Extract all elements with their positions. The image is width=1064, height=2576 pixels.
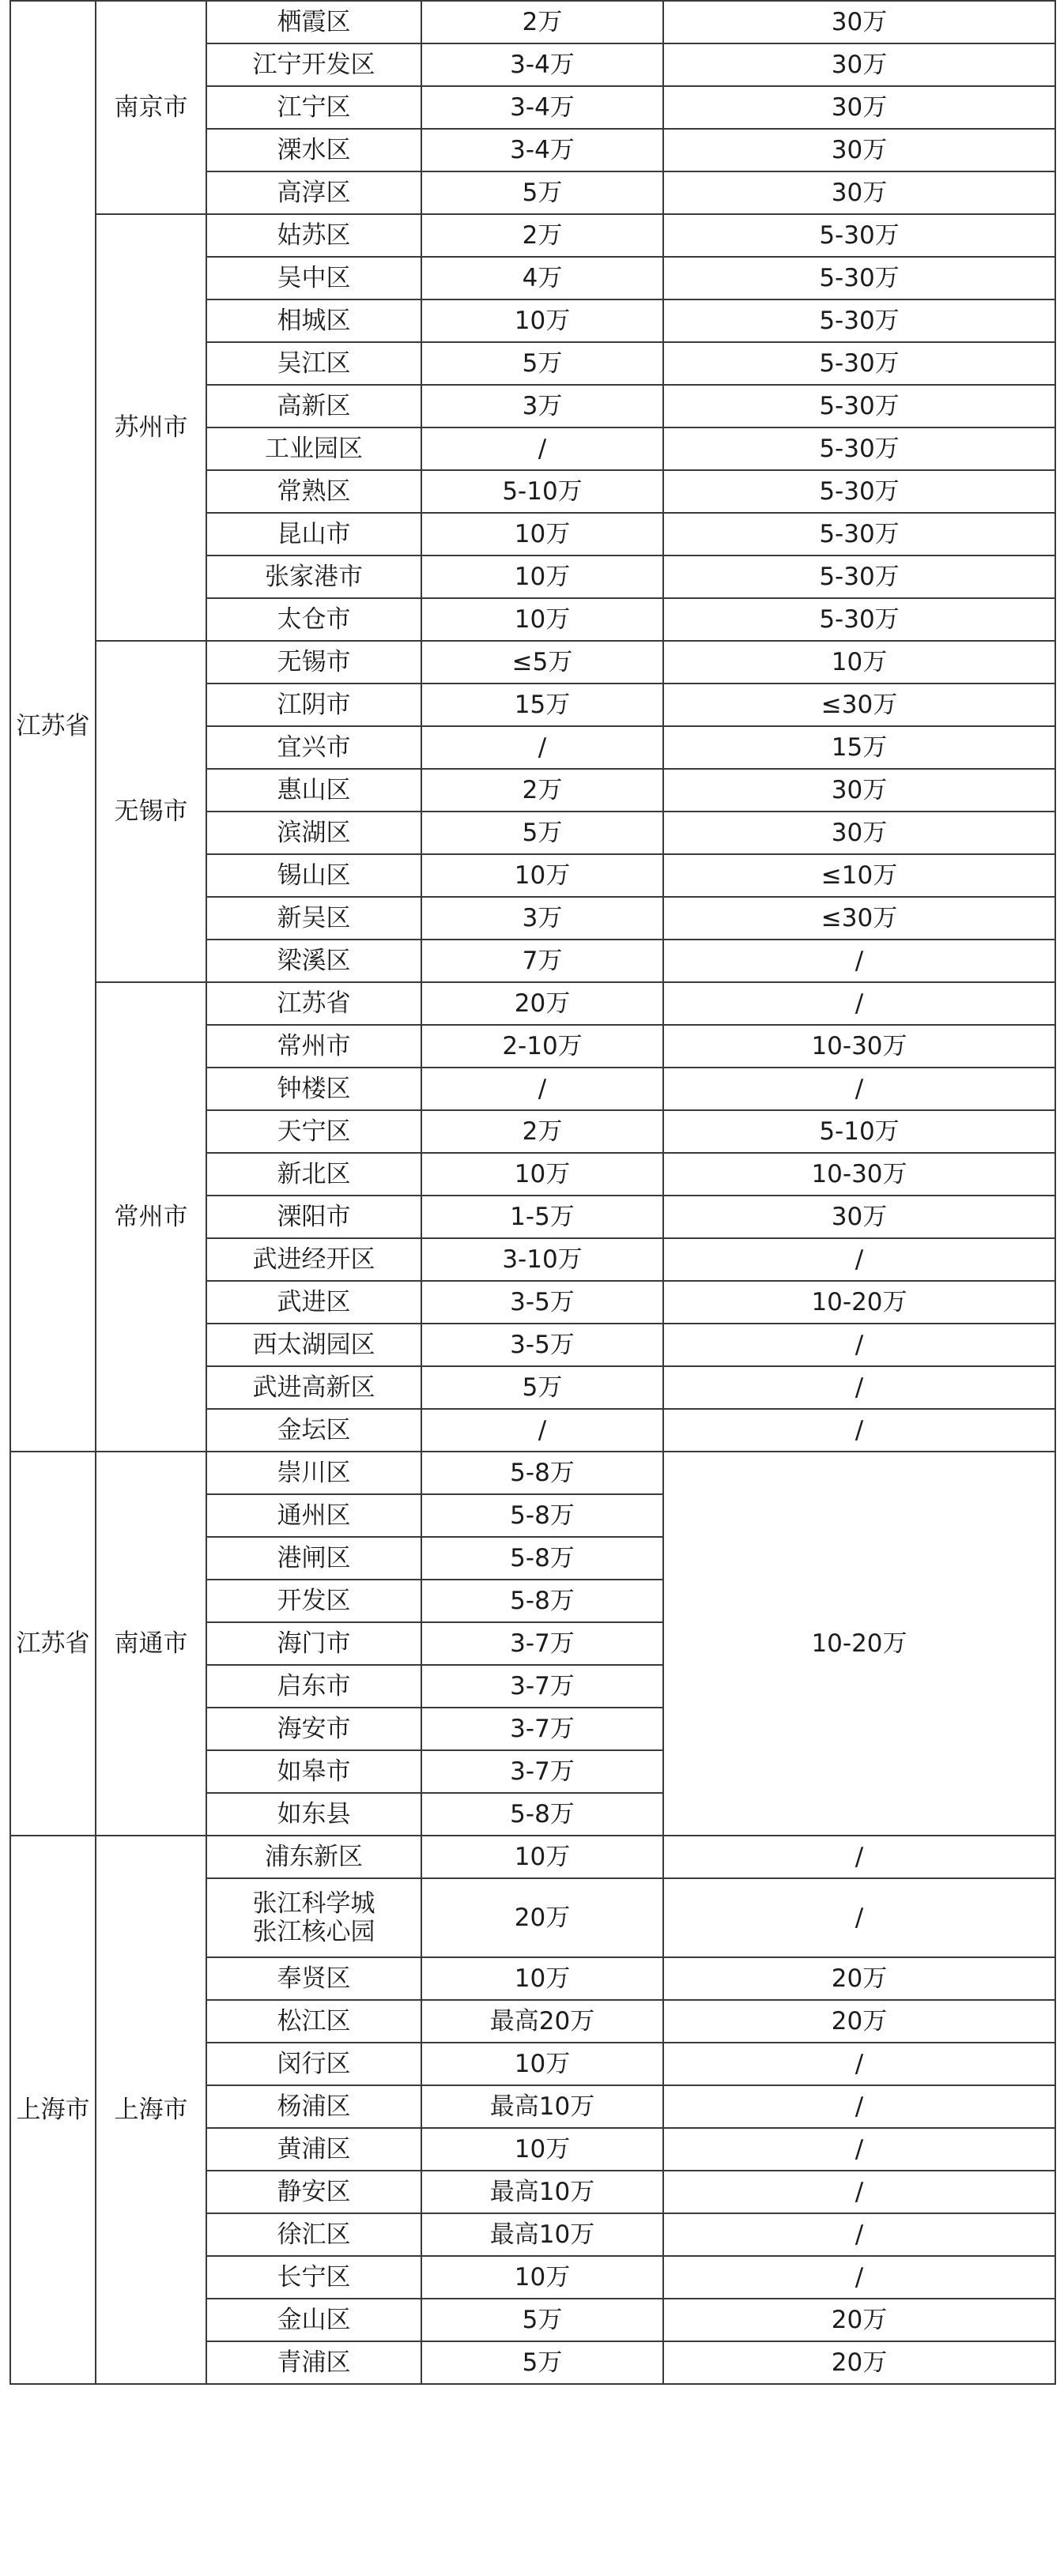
subsidy-value-1-cell: 最高10万 [421,2085,663,2128]
subsidy-value-1-cell: 5万 [421,2341,663,2384]
district-cell: 长宁区 [206,2256,421,2299]
district-cell: 惠山区 [206,769,421,812]
subsidy-value-2-cell: / [663,982,1055,1025]
subsidy-value-2-cell: 20万 [663,2299,1055,2341]
district-cell: 吴江区 [206,342,421,385]
district-cell: 港闸区 [206,1537,421,1580]
subsidy-value-1-cell: 10万 [421,2043,663,2085]
subsidy-value-1-cell: 7万 [421,940,663,982]
subsidy-value-2-cell: 5-30万 [663,555,1055,598]
district-cell: 江宁开发区 [206,43,421,86]
table-row [10,1452,1055,1494]
subsidy-value-1-cell: 5万 [421,2299,663,2341]
subsidy-value-1-cell: 3-7万 [421,1665,663,1708]
subsidy-value-1-cell: 20万 [421,1878,663,1957]
district-cell: 闵行区 [206,2043,421,2085]
district-cell: 如皋市 [206,1750,421,1793]
district-cell: 姑苏区 [206,214,421,257]
subsidy-value-2-cell: 5-30万 [663,214,1055,257]
district-cell: 高新区 [206,385,421,427]
district-cell: 天宁区 [206,1110,421,1153]
district-cell: 高淳区 [206,171,421,214]
district-cell: 浦东新区 [206,1836,421,1878]
subsidy-value-2-cell: 10万 [663,641,1055,684]
subsidy-value-1-cell: 10万 [421,1957,663,2000]
subsidy-value-1-cell: 2万 [421,214,663,257]
subsidy-value-1-cell: 5万 [421,171,663,214]
subsidy-value-1-cell: 5-8万 [421,1452,663,1494]
subsidy-value-2-cell: 20万 [663,2341,1055,2384]
subsidy-value-1-cell: 10万 [421,1836,663,1878]
district-cell: 常熟区 [206,470,421,513]
subsidy-value-1-cell: 5-8万 [421,1494,663,1537]
subsidy-value-1-cell: 3-5万 [421,1324,663,1366]
district-cell: 栖霞区 [206,1,421,43]
subsidy-value-1-cell: / [421,1409,663,1452]
district-cell: 工业园区 [206,427,421,470]
subsidy-value-2-cell: / [663,2085,1055,2128]
district-line-2: 张江核心园 [252,1918,375,1946]
province-cell: 上海市 [10,1836,96,2384]
city-cell: 常州市 [96,982,206,1452]
subsidy-value-2-cell: 30万 [663,1196,1055,1238]
subsidy-value-1-cell: 3万 [421,897,663,940]
district-cell: 张家港市 [206,555,421,598]
subsidy-value-1-cell: ≤5万 [421,641,663,684]
subsidy-value-1-cell: 1-5万 [421,1196,663,1238]
district-cell: 海门市 [206,1622,421,1665]
city-cell: 南通市 [96,1452,206,1836]
subsidy-value-1-cell: 10万 [421,2256,663,2299]
subsidy-value-1-cell: 2万 [421,1110,663,1153]
subsidy-value-1-cell: 10万 [421,555,663,598]
subsidy-value-1-cell: / [421,726,663,769]
subsidy-value-2-cell: 30万 [663,812,1055,854]
district-cell: 江阴市 [206,684,421,726]
subsidy-value-2-cell: 5-30万 [663,470,1055,513]
subsidy-value-1-cell: 10万 [421,2128,663,2171]
subsidy-value-1-cell: 5万 [421,1366,663,1409]
district-cell: 武进高新区 [206,1366,421,1409]
subsidy-value-1-cell: 3-7万 [421,1708,663,1750]
subsidy-value-2-cell: / [663,1409,1055,1452]
subsidy-value-2-cell: / [663,2256,1055,2299]
table-row [10,1836,1055,1878]
subsidy-value-2-cell: / [663,1878,1055,1957]
subsidy-value-1-cell: / [421,1068,663,1110]
subsidy-value-2-cell: 30万 [663,1,1055,43]
subsidy-value-2-merged-cell: 10-20万 [663,1452,1055,1836]
district-cell: 太仓市 [206,598,421,641]
subsidy-value-2-cell: 5-30万 [663,299,1055,342]
city-cell: 苏州市 [96,214,206,641]
district-cell: 常州市 [206,1025,421,1068]
subsidy-value-2-cell: / [663,1366,1055,1409]
province-cell: 江苏省 [10,1,96,1452]
province-cell: 江苏省 [10,1452,96,1836]
subsidy-value-1-cell: 10万 [421,1153,663,1196]
subsidy-value-1-cell: / [421,427,663,470]
subsidy-value-2-cell: / [663,940,1055,982]
district-cell: 松江区 [206,2000,421,2043]
subsidy-value-1-cell: 3-5万 [421,1281,663,1324]
district-cell: 吴中区 [206,257,421,299]
subsidy-value-1-cell: 最高20万 [421,2000,663,2043]
district-cell: 梁溪区 [206,940,421,982]
subsidy-value-2-cell: 10-30万 [663,1025,1055,1068]
subsidy-value-2-cell: 10-30万 [663,1153,1055,1196]
subsidy-value-2-cell: 5-30万 [663,598,1055,641]
table-row [10,982,1055,1025]
district-cell: 徐汇区 [206,2213,421,2256]
district-cell: 黄浦区 [206,2128,421,2171]
district-cell: 青浦区 [206,2341,421,2384]
district-cell: 昆山市 [206,513,421,555]
subsidy-value-1-cell: 10万 [421,598,663,641]
subsidy-value-2-cell: 10-20万 [663,1281,1055,1324]
district-cell: 武进经开区 [206,1238,421,1281]
district-cell: 海安市 [206,1708,421,1750]
district-cell: 杨浦区 [206,2085,421,2128]
district-cell: 金山区 [206,2299,421,2341]
subsidy-value-1-cell: 10万 [421,299,663,342]
subsidy-value-1-cell: 3-7万 [421,1750,663,1793]
subsidy-value-1-cell: 5-10万 [421,470,663,513]
subsidy-value-1-cell: 3-4万 [421,129,663,171]
subsidy-value-2-cell: 5-30万 [663,257,1055,299]
subsidy-value-1-cell: 5万 [421,342,663,385]
subsidy-value-2-cell: ≤30万 [663,897,1055,940]
subsidy-value-1-cell: 2-10万 [421,1025,663,1068]
district-cell: 溧阳市 [206,1196,421,1238]
subsidy-value-2-cell: / [663,2213,1055,2256]
subsidy-value-1-cell: 3-7万 [421,1622,663,1665]
subsidy-value-1-cell: 10万 [421,854,663,897]
city-cell: 无锡市 [96,641,206,982]
subsidy-value-1-cell: 2万 [421,1,663,43]
district-cell: 新吴区 [206,897,421,940]
subsidy-value-1-cell: 5-8万 [421,1537,663,1580]
district-cell: 崇川区 [206,1452,421,1494]
subsidy-value-2-cell: / [663,1324,1055,1366]
subsidy-table [9,0,1056,2385]
subsidy-value-1-cell: 2万 [421,769,663,812]
district-cell: 江宁区 [206,86,421,129]
subsidy-value-2-cell: 5-30万 [663,427,1055,470]
district-cell: 新北区 [206,1153,421,1196]
district-cell: 无锡市 [206,641,421,684]
subsidy-value-2-cell: 5-30万 [663,513,1055,555]
subsidy-value-1-cell: 最高10万 [421,2171,663,2213]
subsidy-value-2-cell: / [663,1068,1055,1110]
district-cell: 滨湖区 [206,812,421,854]
subsidy-value-2-cell: / [663,1238,1055,1281]
subsidy-value-2-cell: ≤30万 [663,684,1055,726]
subsidy-value-2-cell: 20万 [663,1957,1055,2000]
table-row [10,214,1055,257]
subsidy-value-2-cell: 30万 [663,129,1055,171]
district-cell: 静安区 [206,2171,421,2213]
subsidy-value-2-cell: / [663,2171,1055,2213]
district-cell [206,1878,421,1957]
subsidy-value-2-cell: 30万 [663,769,1055,812]
subsidy-value-1-cell: 5万 [421,812,663,854]
district-cell: 武进区 [206,1281,421,1324]
district-cell: 锡山区 [206,854,421,897]
subsidy-value-2-cell: / [663,2043,1055,2085]
subsidy-value-1-cell: 3万 [421,385,663,427]
subsidy-value-1-cell: 5-8万 [421,1580,663,1622]
subsidy-value-2-cell: 5-30万 [663,385,1055,427]
district-cell: 启东市 [206,1665,421,1708]
subsidy-value-2-cell: 15万 [663,726,1055,769]
district-cell: 宜兴市 [206,726,421,769]
subsidy-value-1-cell: 10万 [421,513,663,555]
district-cell: 通州区 [206,1494,421,1537]
subsidy-value-2-cell: 30万 [663,171,1055,214]
table-row [10,1,1055,43]
table-row [10,641,1055,684]
district-cell: 溧水区 [206,129,421,171]
subsidy-value-2-cell: / [663,1836,1055,1878]
subsidy-value-2-cell: / [663,2128,1055,2171]
subsidy-value-1-cell: 最高10万 [421,2213,663,2256]
subsidy-value-1-cell: 3-4万 [421,86,663,129]
subsidy-value-1-cell: 20万 [421,982,663,1025]
subsidy-table-body [10,1,1055,2384]
district-cell: 奉贤区 [206,1957,421,2000]
district-line-1: 张江科学城 [252,1889,375,1918]
subsidy-value-1-cell: 3-4万 [421,43,663,86]
city-cell: 南京市 [96,1,206,214]
city-cell: 上海市 [96,1836,206,2384]
subsidy-value-2-cell: 20万 [663,2000,1055,2043]
subsidy-value-2-cell: 5-10万 [663,1110,1055,1153]
district-cell: 西太湖园区 [206,1324,421,1366]
district-cell: 相城区 [206,299,421,342]
subsidy-value-1-cell: 15万 [421,684,663,726]
district-cell: 金坛区 [206,1409,421,1452]
subsidy-value-1-cell: 4万 [421,257,663,299]
subsidy-value-2-cell: 30万 [663,43,1055,86]
subsidy-value-1-cell: 3-10万 [421,1238,663,1281]
subsidy-value-1-cell: 5-8万 [421,1793,663,1836]
district-cell: 江苏省 [206,982,421,1025]
subsidy-value-2-cell: 5-30万 [663,342,1055,385]
district-cell: 开发区 [206,1580,421,1622]
district-cell: 钟楼区 [206,1068,421,1110]
district-cell: 如东县 [206,1793,421,1836]
subsidy-value-2-cell: 30万 [663,86,1055,129]
subsidy-value-2-cell: ≤10万 [663,854,1055,897]
